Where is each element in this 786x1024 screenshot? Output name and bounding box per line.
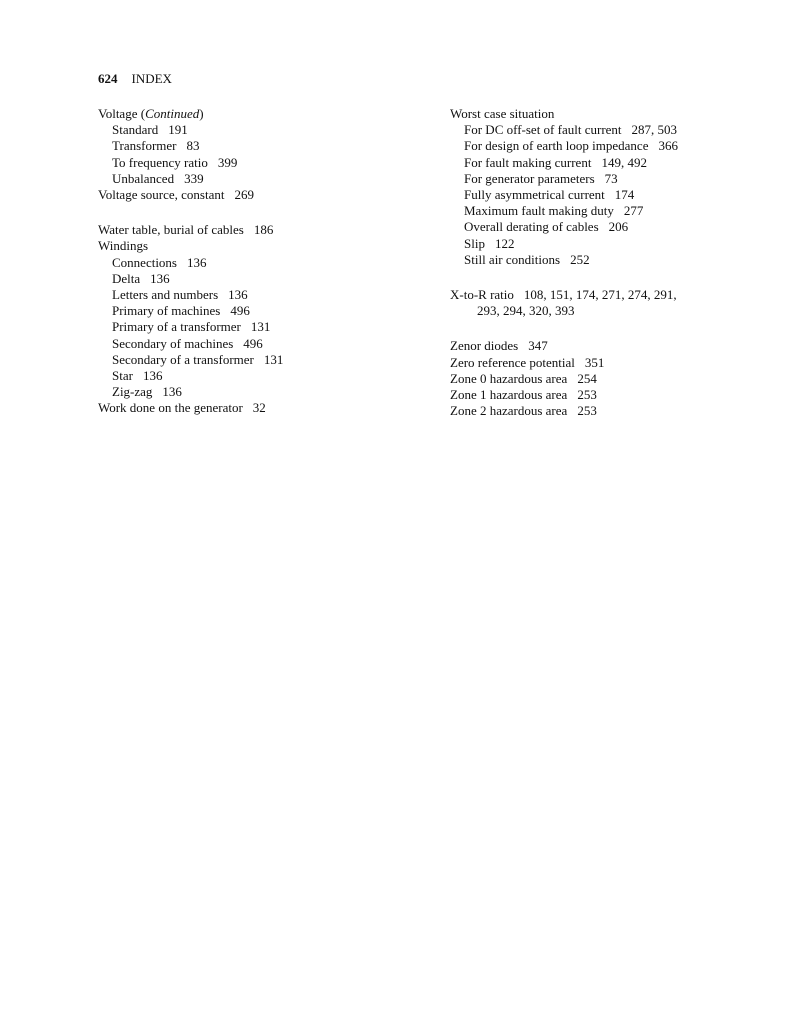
index-subentry: Overall derating of cables 206 [464, 219, 629, 235]
index-entry-voltage: Voltage (Continued) [98, 106, 204, 121]
page-refs: 73 [604, 170, 618, 186]
index-column-right [450, 106, 750, 419]
page-number: 624 [98, 71, 118, 86]
letter-group-gap [98, 203, 428, 222]
page-refs: 253 [577, 403, 597, 419]
index-subentry: For design of earth loop impedance 366 [464, 138, 678, 154]
page-refs: 83 [186, 138, 200, 154]
index-subentry: Secondary of machines 496 [112, 335, 263, 351]
index-subentry: Unbalanced 339 [112, 170, 204, 186]
index-entry: Zone 0 hazardous area 254 [450, 370, 597, 386]
page-refs-continued: 293, 294, 320, 393 [477, 303, 575, 319]
page-refs: 252 [570, 251, 590, 267]
index-entry-x-to-r: X-to-R ratio 108, 151, 174, 271, 274, 291, [450, 287, 677, 303]
index-entry: Zenor diodes 347 [450, 338, 548, 354]
page-refs: 347 [528, 338, 548, 354]
index-entry: Work done on the generator 32 [98, 400, 266, 416]
index-entry-windings: Windings [98, 238, 149, 254]
page-refs: 339 [184, 170, 204, 186]
page-refs: 496 [243, 335, 263, 351]
index-entry: Zone 2 hazardous area 253 [450, 403, 597, 419]
running-title: INDEX [131, 71, 172, 86]
page-refs: 174 [614, 187, 635, 203]
page-refs: 131 [250, 319, 271, 335]
page-refs: 351 [584, 354, 605, 370]
index-subentry: Letters and numbers 136 [112, 287, 248, 303]
index-subentry: Standard 191 [112, 122, 188, 138]
page-refs: 136 [162, 384, 182, 400]
page-refs: 136 [228, 287, 248, 303]
page-refs: 206 [608, 219, 629, 235]
index-entry: Zone 1 hazardous area 253 [450, 387, 597, 403]
page-refs: 399 [217, 154, 238, 170]
index-subentry: For fault making current 149, 492 [464, 154, 647, 170]
page-refs: 253 [577, 387, 597, 403]
index-column-left [98, 106, 428, 417]
index-subentry: Connections 136 [112, 254, 207, 270]
continued-label: Continued [145, 106, 200, 121]
page-refs: 149, 492 [601, 154, 647, 170]
running-header [98, 70, 172, 88]
page-refs: 269 [234, 187, 254, 203]
index-term: Voltage [98, 106, 138, 121]
page-refs: 186 [253, 222, 274, 238]
page-refs: 32 [252, 400, 266, 416]
letter-group-gap [450, 319, 750, 338]
page-refs: 136 [187, 254, 207, 270]
index-subentry: Fully asymmetrical current 174 [464, 187, 635, 203]
page-refs: 136 [150, 270, 170, 286]
index-subentry: For generator parameters 73 [464, 170, 618, 186]
page-refs: 254 [577, 370, 597, 386]
page-refs: 287, 503 [631, 122, 678, 138]
index-entry: Water table, burial of cables 186 [98, 222, 274, 238]
index-subentry: Primary of a transformer 131 [112, 319, 271, 335]
index-subentry: Slip 122 [464, 235, 515, 251]
index-subentry: Star 136 [112, 368, 163, 384]
page-refs: 496 [230, 303, 250, 319]
index-subentry: To frequency ratio 399 [112, 154, 238, 170]
index-entry: Zero reference potential 351 [450, 354, 605, 370]
page-refs: 136 [142, 368, 163, 384]
index-entry: Voltage source, constant 269 [98, 187, 254, 203]
page-refs: 277 [623, 203, 644, 219]
index-subentry: Secondary of a transformer 131 [112, 351, 284, 367]
page-refs: 191 [168, 122, 188, 138]
index-entry-worst-case: Worst case situation [450, 106, 555, 121]
index-subentry: Still air conditions 252 [464, 251, 590, 267]
page-refs: 131 [263, 351, 284, 367]
index-subentry: Delta 136 [112, 270, 170, 286]
page-refs: 122 [494, 235, 515, 251]
letter-group-gap [450, 268, 750, 287]
index-subentry: Zig-zag 136 [112, 384, 182, 400]
index-subentry: Primary of machines 496 [112, 303, 250, 319]
index-subentry: Transformer 83 [112, 138, 200, 154]
page-refs: 366 [658, 138, 678, 154]
page-refs: 108, 151, 174, 271, 274, 291, [523, 287, 677, 303]
index-subentry: For DC off-set of fault current 287, 503 [464, 122, 678, 138]
index-subentry: Maximum fault making duty 277 [464, 203, 644, 219]
